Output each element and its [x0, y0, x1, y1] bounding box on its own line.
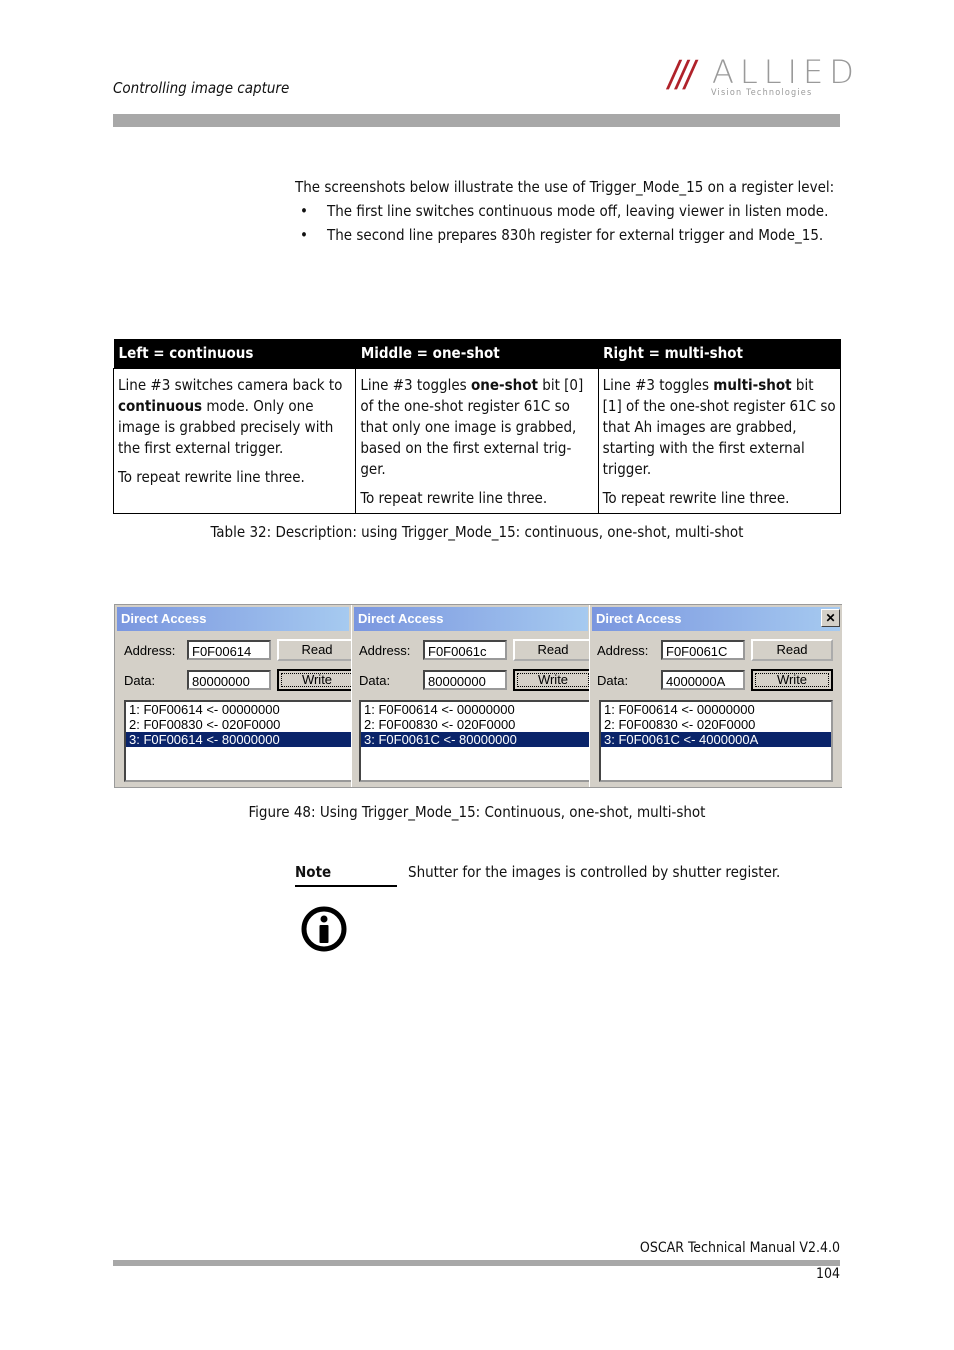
- data-label: Data:: [359, 673, 391, 688]
- table-caption: Table 32: Description: using Trigger_Mode_15: continuous, one-shot, multi-shot: [210, 523, 744, 541]
- address-field[interactable]: F0F0061c: [423, 640, 507, 660]
- table-cell: [598, 369, 840, 514]
- note-text: Shutter for the images is controlled by shutter register.: [408, 863, 781, 881]
- data-field[interactable]: 80000000: [187, 670, 271, 690]
- table-header: Left = continuous: [114, 339, 356, 369]
- address-label: Address:: [597, 643, 649, 658]
- cell-repeat: To repeat rewrite line three.: [360, 489, 548, 507]
- page-number: 104: [815, 1266, 840, 1282]
- list-item-selected[interactable]: 3: F0F00614 <- 80000000: [126, 732, 351, 747]
- list-item[interactable]: 1: F0F00614 <- 00000000: [364, 702, 515, 717]
- logo-word: ALLIED: [712, 53, 860, 91]
- list-item[interactable]: 2: F0F00830 <- 020F0000: [364, 717, 516, 732]
- cell-repeat: To repeat rewrite line three.: [602, 489, 790, 507]
- close-button[interactable]: ✕: [821, 609, 840, 627]
- cell-text: mode. Only one image is grabbed precisely with the first external trigger.: [118, 397, 334, 457]
- table-header: Middle = one-shot: [356, 339, 598, 369]
- write-button[interactable]: Write: [513, 669, 590, 691]
- table-cell: [114, 369, 356, 514]
- data-field[interactable]: 4000000A: [661, 670, 745, 690]
- cell-bold: multi-shot: [713, 376, 792, 394]
- direct-access-dialog-multi-shot: [589, 605, 842, 787]
- list-item-selected[interactable]: 3: F0F0061C <- 4000000A: [601, 732, 831, 747]
- list-item[interactable]: 1: F0F00614 <- 00000000: [604, 702, 755, 717]
- cell-bold: one-shot: [470, 376, 538, 394]
- allied-logo: [665, 52, 860, 102]
- address-field[interactable]: F0F0061C: [661, 640, 745, 660]
- table-header: Right = multi-shot: [598, 339, 840, 369]
- cell-bold: continuous: [118, 397, 203, 415]
- data-label: Data:: [597, 673, 629, 688]
- write-button[interactable]: Write: [277, 669, 351, 691]
- address-label: Address:: [124, 643, 176, 658]
- data-field[interactable]: 80000000: [423, 670, 507, 690]
- dialog-title: Direct Access: [592, 607, 840, 631]
- bullet-text: The second line prepares 830h register for external trigger and Mode_15.: [327, 226, 824, 244]
- direct-access-dialog-continuous: [115, 605, 351, 787]
- note-label: Note: [295, 863, 397, 887]
- command-list[interactable]: [359, 700, 590, 782]
- header-rule: [113, 114, 840, 127]
- intro-bullet: • The second line prepares 830h register for external trigger and Mode_15.: [300, 226, 824, 244]
- description-table: [113, 339, 841, 514]
- intro-paragraph: The screenshots below illustrate the use of Trigger_Mode_15 on a register level:: [295, 178, 835, 196]
- list-item-selected[interactable]: 3: F0F0061C <- 80000000: [361, 732, 590, 747]
- cell-text: bit [0] of the one-shot register 61C so that only one image is grabbed, based on the first external trig-ger.: [360, 376, 584, 478]
- figure-caption: Figure 48: Using Trigger_Mode_15: Continuous, one-shot, multi-shot: [248, 803, 706, 821]
- address-field[interactable]: F0F00614: [187, 640, 271, 660]
- manual-title: OSCAR Technical Manual V2.4.0: [639, 1240, 840, 1256]
- table-cell: [356, 369, 598, 514]
- list-item[interactable]: 1: F0F00614 <- 00000000: [129, 702, 280, 717]
- info-icon: [300, 905, 348, 953]
- logo-slashes: ///: [665, 54, 696, 95]
- dialog-title: Direct Access: [354, 607, 588, 631]
- logo-tagline: Vision Technologies: [711, 88, 813, 98]
- command-list[interactable]: [124, 700, 351, 782]
- cell-text: Line #3 switches camera back to: [118, 376, 343, 394]
- read-button[interactable]: Read: [513, 639, 590, 661]
- dialog-title: Direct Access: [117, 607, 349, 631]
- address-label: Address:: [359, 643, 411, 658]
- bullet-text: The first line switches continuous mode off, leaving viewer in listen mode.: [327, 202, 829, 220]
- direct-access-dialog-one-shot: [351, 605, 590, 787]
- cell-repeat: To repeat rewrite line three.: [118, 468, 305, 486]
- section-title: Controlling image capture: [113, 79, 290, 97]
- write-button[interactable]: Write: [751, 669, 833, 691]
- intro-bullet: • The first line switches continuous mode off, leaving viewer in listen mode.: [300, 202, 829, 220]
- screenshots-figure: [114, 604, 842, 788]
- data-label: Data:: [124, 673, 156, 688]
- intro-section: [295, 177, 835, 249]
- read-button[interactable]: Read: [751, 639, 833, 661]
- cell-text: Line #3 toggles: [602, 376, 714, 394]
- cell-text: Line #3 toggles: [360, 376, 471, 394]
- read-button[interactable]: Read: [277, 639, 351, 661]
- cell-text: bit [1] of the one-shot register 61C so that Ah images are grabbed, starting with the first external trigger.: [602, 376, 836, 478]
- list-item[interactable]: 2: F0F00830 <- 020F0000: [604, 717, 756, 732]
- list-item[interactable]: 2: F0F00830 <- 020F0000: [129, 717, 281, 732]
- command-list[interactable]: [599, 700, 833, 782]
